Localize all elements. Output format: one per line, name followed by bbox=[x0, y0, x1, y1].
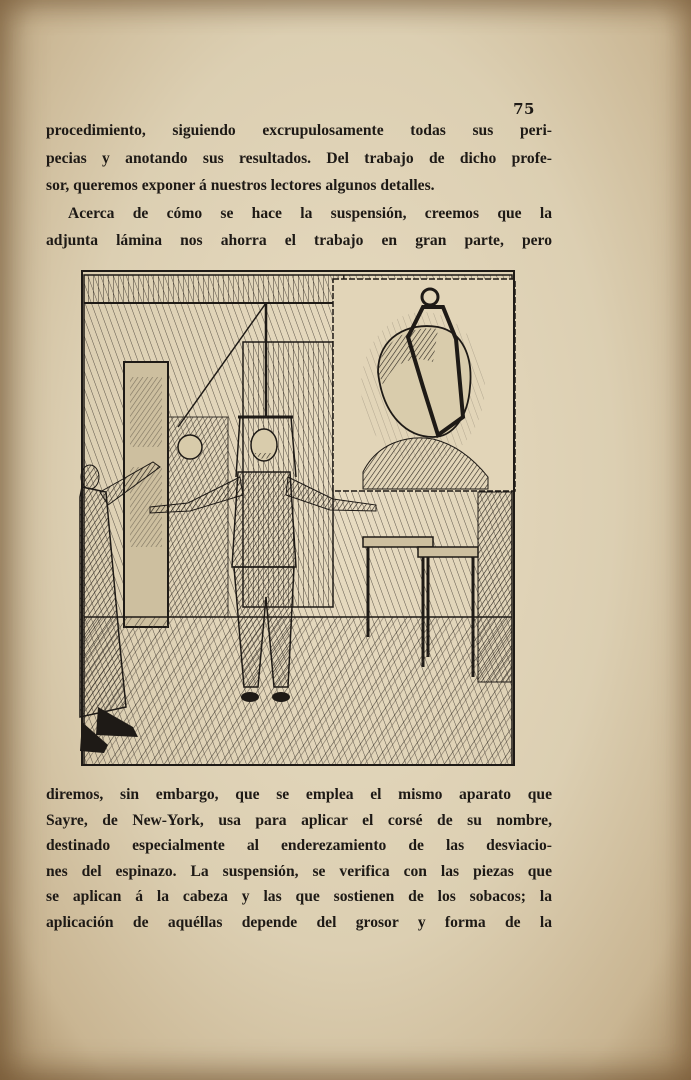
text-block-top bbox=[46, 117, 552, 255]
text-line: diremos, sin embargo, que se emplea el mismo aparato que bbox=[46, 786, 552, 803]
side-table bbox=[363, 537, 433, 547]
text-line: destinado especialmente al enderezamiento de las desviacio- bbox=[46, 837, 552, 854]
text-line: adjunta lámina nos ahorra el trabajo en gran parte, pero bbox=[46, 232, 552, 249]
text-block-bottom bbox=[46, 782, 552, 935]
woman-head bbox=[81, 465, 99, 489]
text-line: Sayre, de New-York, usa para aplicar el corsé de su nombre, bbox=[46, 811, 552, 829]
text-line: se aplican á la cabeza y las que sostienen de los sobacos; la bbox=[46, 888, 552, 905]
text-line: pecias y anotando sus resultados. Del trabajo de dicho profe- bbox=[46, 149, 552, 167]
text-line: Acerca de cómo se hace la suspensión, creemos que la bbox=[68, 204, 552, 222]
text-line: procedimiento, siguiendo excrupulosamente todas sus peri- bbox=[46, 122, 552, 139]
ceiling bbox=[84, 275, 344, 303]
text-line: sor, queremos exponer á nuestros lectores algunos detalles. bbox=[46, 177, 435, 194]
text-line: nes del espinazo. La suspensión, se verifica con las piezas que bbox=[46, 862, 552, 880]
engraving-illustration bbox=[78, 267, 518, 767]
text-line: aplicación de aquéllas depende del grosor y forma de la bbox=[46, 913, 552, 931]
floor bbox=[84, 617, 512, 765]
clock bbox=[178, 435, 202, 459]
page-number: 75 bbox=[513, 100, 535, 118]
